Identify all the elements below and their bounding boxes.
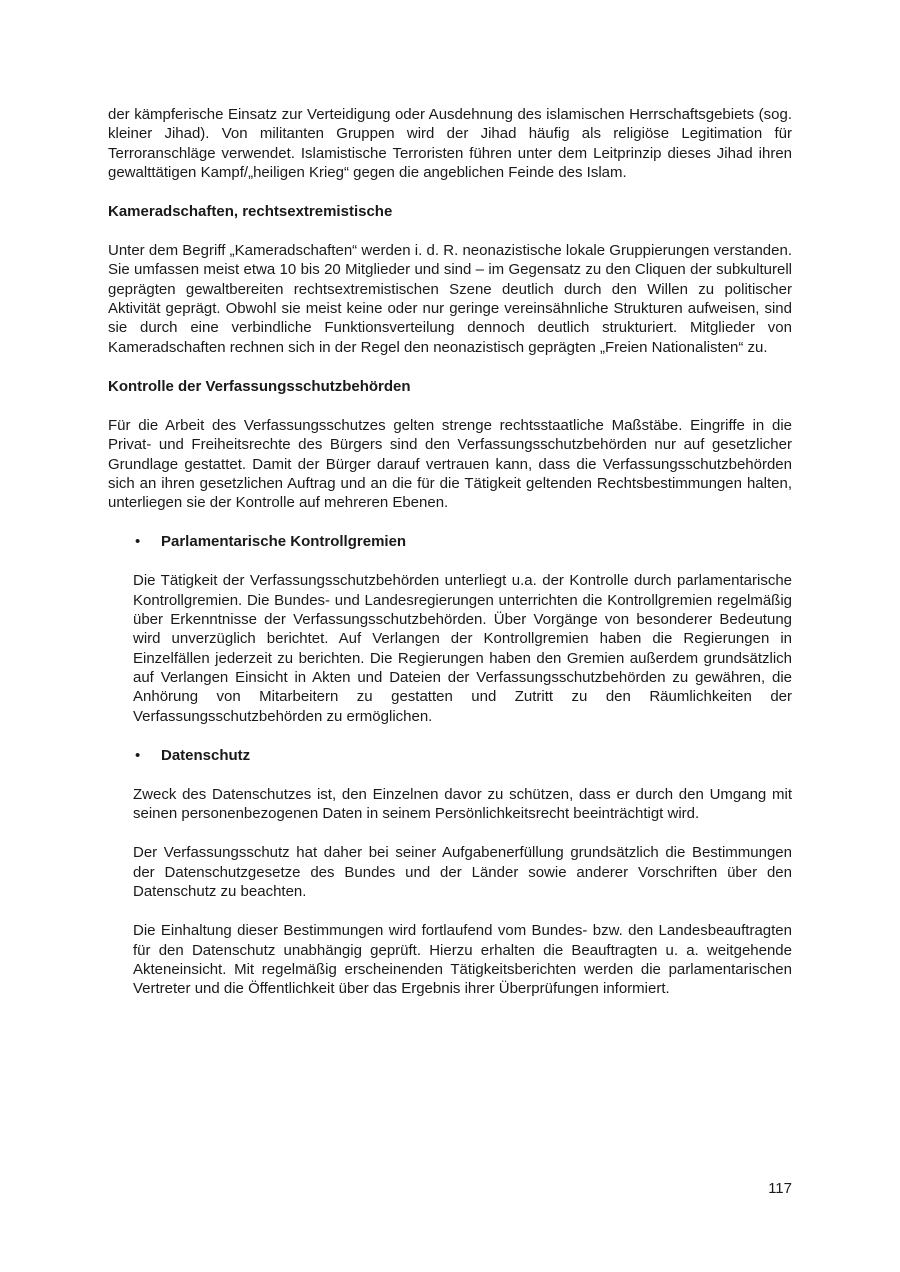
section-text-kameradschaften: Unter dem Begriff „Kameradschaften“ werden i. d. R. neonazistische lokale Gruppierungen verstanden. Sie umfassen meist etwa 10 bis 20 Mitglieder und sind – im Gegensatz zu den Cliquen der subkulturell geprägten gewaltbereiten rechtsextremistischen Szene deutlich durch den Willen zu politischer Aktivität geprägt. Obwohl sie meist keine oder nur geringe vereinsähnliche Strukturen aufweisen, sind sie durch eine verbindliche Funktionsverteilung dennoch deutlich strukturiert. Mitglieder von Kameradschaften rechnen sich in der Regel den neonazistisch geprägten „Freien Nationalisten“ zu. (108, 242, 792, 356)
bullet-heading-datenschutz (108, 746, 792, 766)
datenschutz-paragraph-2: Der Verfassungsschutz hat daher bei seiner Aufgabenerfüllung grundsätzlich die Bestimmungen der Datenschutzgesetze des Bundes und der Länder sowie anderer Vorschriften über den Datenschutz zu beachten. (133, 844, 792, 901)
document-body (108, 105, 792, 999)
bullet-heading-label: Datenschutz (161, 746, 251, 764)
datenschutz-paragraph-1: Zweck des Datenschutzes ist, den Einzelnen davor zu schützen, dass er durch den Umgang mit seinen personenbezogenen Daten in seinem Persönlichkeitsrecht beeinträchtigt wird. (133, 785, 792, 823)
section-heading-kontrolle: Kontrolle der Verfassungsschutzbehörden (108, 377, 411, 395)
datenschutz-paragraph-3: Die Einhaltung dieser Bestimmungen wird fortlaufend vom Bundes- bzw. den Landesbeauftragten für den Datenschutz unabhängig geprüft. Hierzu erhalten die Beauftragten u. a. weitgehende Akteneinsicht. Mit regelmäßig erscheinenden Tätigkeitsberichten werden die parlamentarischen Vertreter und die Öffentlichkeit über das Ergebnis ihrer Überprüfungen informiert. (133, 922, 792, 998)
bullet-heading-label: Parlamentarische Kontrollgremien (161, 533, 407, 551)
bullet-heading-kontrollgremien (108, 532, 792, 552)
section-heading-kameradschaften: Kameradschaften, rechtsextremistische (108, 203, 393, 221)
intro-paragraph: der kämpferische Einsatz zur Verteidigung oder Ausdehnung des islamischen Herrschaftsgebiets (sog. kleiner Jihad). Von militanten Gruppen wird der Jihad häufig als religiöse Legitimation für Terroranschläge verwendet. Islamistische Terroristen führen unter dem Leitprinzip dieses Jihad ihren gewalttätigen Kampf/„heiligen Krieg“ gegen die angeblichen Feinde des Islam. (108, 106, 792, 181)
bullet-icon: • (135, 533, 141, 551)
page-number: 117 (768, 1180, 792, 1197)
bullet-text-kontrollgremien: Die Tätigkeit der Verfassungsschutzbehörden unterliegt u.a. der Kontrolle durch parlamentarische Kontrollgremien. Die Bundes- und Landesregierungen unterrichten die Kontrollgremien regelmäßig über Erkenntnisse der Verfassungsschutzbehörden. Über Vorgänge von besonderer Bedeutung wird unverzüglich berichtet. Auf Verlangen der Kontrollgremien haben die Regierungen in Einzelfällen jederzeit zu berichten. Die Regierungen haben den Gremien außerdem grundsätzlich auf Verlangen Einsicht in Akten und Dateien der Verfassungsschutzbehörden zu gewähren, die Anhörung von Mitarbeitern zu gestatten und Zutritt zu den Räumlichkeiten der Verfassungsschutzbehörden zu ermöglichen. (133, 572, 792, 725)
section-text-kontrolle: Für die Arbeit des Verfassungsschutzes gelten strenge rechtsstaatliche Maßstäbe. Eingriffe in die Privat- und Freiheitsrechte des Bürgers sind den Verfassungsschutzbehörden nur auf gesetzlicher Grundlage gestattet. Damit der Bürger darauf vertrauen kann, dass die Verfassungsschutzbehörden sich an ihren gesetzlichen Auftrag und an die für die Tätigkeit geltenden Rechtsbestimmungen halten, unterliegen sie der Kontrolle auf mehreren Ebenen. (108, 416, 792, 512)
bullet-icon: • (135, 746, 141, 764)
